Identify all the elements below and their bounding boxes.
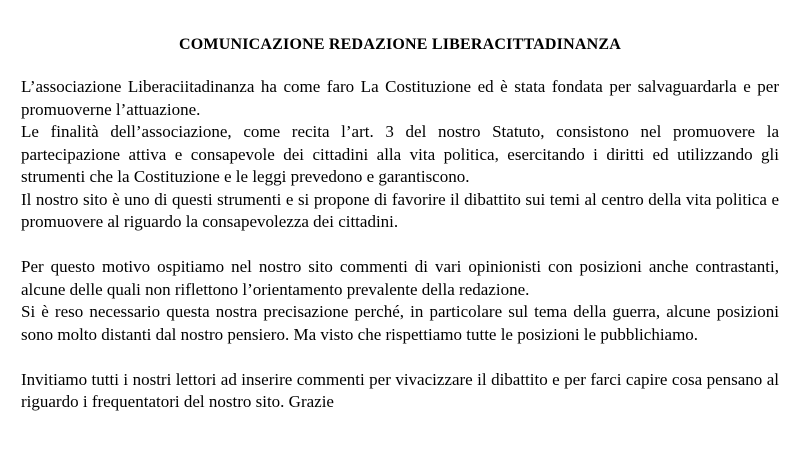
paragraph-clarification: Si è reso necessario questa nostra precisazione perché, in particolare sul tema della guerra, alcune posizioni sono molto distanti dal nostro pensiero. Ma visto che rispettiamo tutte le posizioni le pubblichiamo. xyxy=(21,302,779,344)
paragraph-reader-invitation: Invitiamo tutti i nostri lettori ad inserire commenti per vivacizzare il dibattito e per farci capire cosa pensano al riguardo i frequentatori del nostro sito. Grazie xyxy=(21,369,779,411)
paragraph-block-intro xyxy=(21,76,779,234)
paragraph-association-mission: L’associazione Liberaciitadinanza ha come faro La Costituzione ed è stata fondata per salvaguardarla e per promuoverne l’attuazione. xyxy=(21,77,779,119)
paragraph-block-editorial-position xyxy=(21,256,779,346)
document-body xyxy=(0,76,800,414)
paragraph-block-invitation xyxy=(21,369,779,414)
document-title: COMUNICAZIONE REDAZIONE LIBERACITTADINANZA xyxy=(179,36,621,53)
paragraph-site-purpose: Il nostro sito è uno di questi strumenti e si propone di favorire il dibattito sui temi al centro della vita politica e promuovere al riguardo la consapevolezza dei cittadini. xyxy=(21,189,779,231)
paragraph-opinionists: Per questo motivo ospitiamo nel nostro sito commenti di vari opinionisti con posizioni anche contrastanti, alcune delle quali non riflettono l’orientamento prevalente della redazione. xyxy=(21,257,779,299)
paragraph-statute-goals: Le finalità dell’associazione, come recita l’art. 3 del nostro Statuto, consistono nel promuovere la partecipazione attiva e consapevole dei cittadini alla vita politica, esercitando i diritti ed utilizzando gli strumenti che la Costituzione e le leggi prevedono e garantiscono. xyxy=(21,122,779,186)
